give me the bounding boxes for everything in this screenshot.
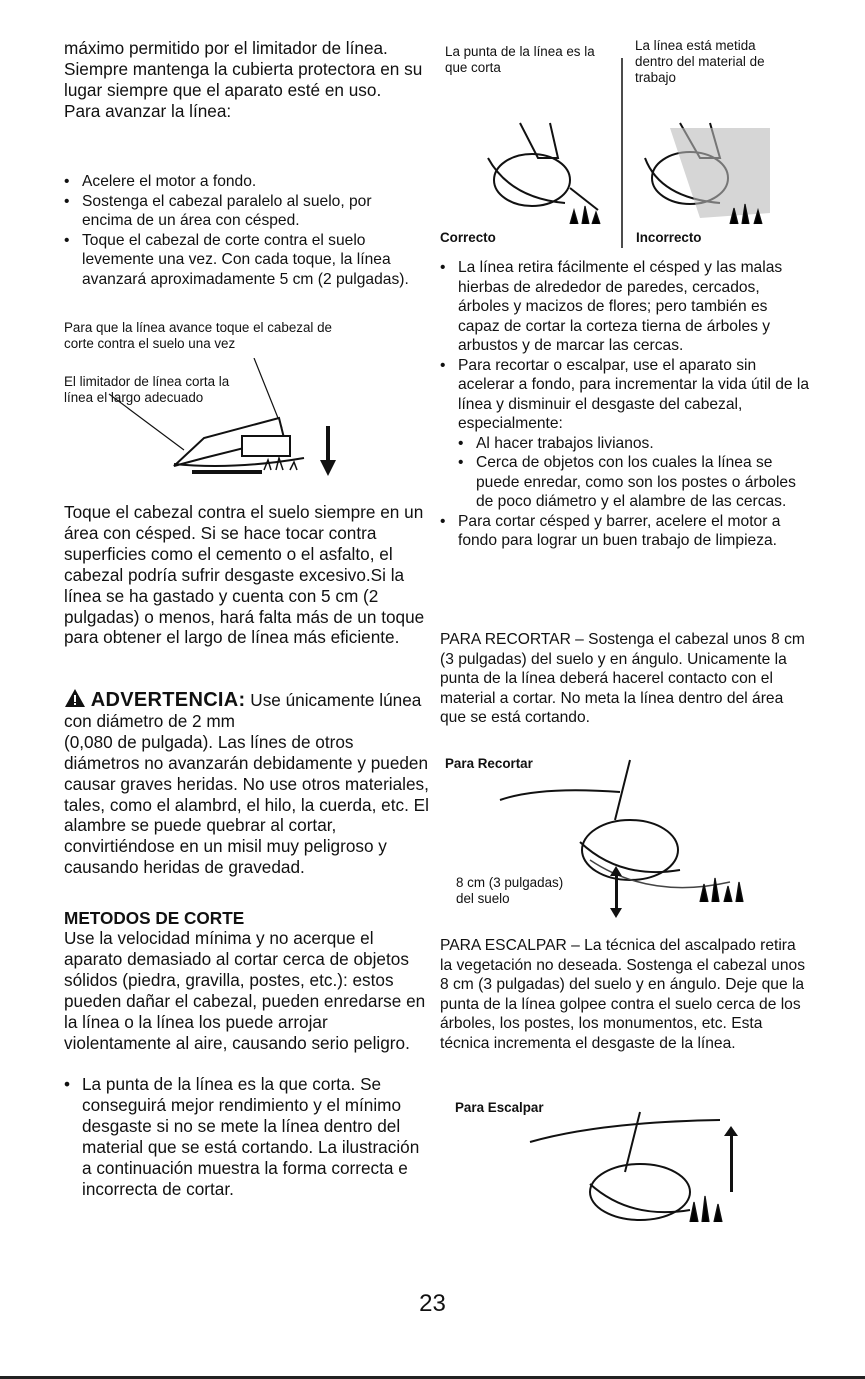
- list-item: • La punta de la línea es la que corta. Se conseguirá mejor rendimiento y el mínimo desgaste si no se mete la línea dentro del material que se está cortando. La ilustración a continuación muestra la forma correcta e incorrecta de cortar.: [64, 1074, 430, 1199]
- list-item: • La línea retira fácilmente el césped y las malas hierbas de alrededor de paredes, cercados, árboles y macizos de flores; pero también es capaz de cortar la corteza tierna de árboles y arbustos y de marcar las cercas.: [440, 258, 810, 356]
- scalp-illustration: [440, 1092, 800, 1242]
- methods-paragraph: Use la velocidad mínima y no acerque el aparato demasiado al cortar cerca de objetos sólidos (piedra, gravilla, postes, etc.): estos pueden dañar el cabezal, pueden enredarse en la línea o la línea los puede arrojar violentamente al aire, causando serio peligro.: [64, 928, 426, 1053]
- page-number: 23: [419, 1290, 446, 1317]
- line-limiter-label: El limitador de línea corta la línea el largo adecuado: [64, 374, 230, 405]
- trimmer-tap-illustration: [64, 358, 364, 478]
- warning-title: ADVERTENCIA:: [90, 689, 246, 711]
- list-item: • Acelere el motor a fondo.: [64, 172, 420, 192]
- methods-heading: METODOS DE CORTE: [64, 908, 245, 928]
- cutting-comparison-illustration: [440, 38, 800, 248]
- warning-block: [64, 688, 430, 878]
- trim-paragraph: PARA RECORTAR – Sostenga el cabezal unos 8 cm (3 pulgadas) del suelo y en ángulo. Unicamente la punta de la línea deberá hacerel contacto con el material a cortar. No meta la línea dentro del área que se está cortando.: [440, 631, 805, 726]
- tap-paragraph: Toque el cabezal contra el suelo siempre en un área con césped. Si se hace tocar contra superficies como el cemento o el asfalto, el cabezal podría sufrir desgaste excesivo.Si la línea se ha gastado y cuenta con 5 cm (2 pulgadas) o menos, hará falta más de un toque para obtener el largo de línea más eficiente.: [64, 502, 425, 648]
- correct-label: Correcto: [440, 230, 496, 245]
- list-item: • Toque el cabezal de corte contra el suelo levemente una vez. Con cada toque, la línea avanzará aproximadamente 5 cm (2 pulgadas).: [64, 231, 420, 290]
- trim-illustration: [440, 750, 800, 920]
- intro-line-2: Siempre mantenga la cubierta protectora en su lugar siempre que el aparato esté en uso.: [64, 58, 423, 100]
- list-item: • Para recortar o escalpar, use el aparato sin acelerar a fondo, para incrementar la vida útil de la línea y disminuir el desgaste del cabezal, especialmente:: [440, 356, 810, 434]
- advance-steps-list: [64, 172, 420, 289]
- methods-list: [64, 1074, 430, 1199]
- scalp-figure: [440, 1092, 800, 1242]
- trim-height-label: 8 cm (3 pulgadas) del suelo: [456, 875, 564, 906]
- scalp-paragraph: PARA ESCALPAR – La técnica del ascalpado retira la vegetación no deseada. Sostenga el cabezal unos 8 cm (3 pulgadas) del suelo y en ángulo. Deje que la punta de la línea golpee contra el suelo cerca de los árboles, los postes, los monumentos, etc. Esta técnica incrementa el desgaste de la línea.: [440, 937, 805, 1052]
- warning-heading-line: [64, 688, 430, 732]
- list-item: • Para cortar césped y barrer, acelere el motor a fondo para lograr un buen trabajo de limpieza.: [440, 512, 810, 551]
- warning-lead: Use únicamente lúnea con diámetro de 2 mm: [64, 690, 422, 731]
- right-bullets: [440, 258, 810, 551]
- trim-figure-title: Para Recortar: [445, 756, 533, 771]
- intro-line-3: Para avanzar la línea:: [64, 100, 232, 121]
- list-item: • Al hacer trabajos livianos.: [440, 434, 810, 454]
- incorrect-label: Incorrecto: [636, 230, 702, 245]
- incorrect-tip-label: La línea está metida dentro del material de trabajo: [635, 38, 765, 85]
- intro-line-1: máximo permitido por el limitador de línea.: [64, 38, 388, 58]
- list-item: • Cerca de objetos con los cuales la línea se puede enredar, como son los postes o árboles de poco diámetro y el alambre de las cercas.: [440, 453, 810, 512]
- tap-figure: [64, 358, 364, 478]
- warning-body: (0,080 de pulgada). Las línes de otros diámetros no avanzarán debidamente y pueden causar graves heridas. No use otros materiales, tales, como el alambrd, el hilo, la cuerda, etc. El alambre se puede quebrar al cortar, convirtiéndose en un misil muy peligroso y causando heridas de gravedad.: [64, 731, 429, 878]
- list-item: • Sostenga el cabezal paralelo al suelo, por encima de un área con césped.: [64, 192, 420, 231]
- correct-tip-label: La punta de la línea es la que corta: [445, 44, 595, 75]
- trim-figure: [440, 750, 800, 920]
- figure-caption-tap: Para que la línea avance toque el cabezal de corte contra el suelo una vez: [64, 320, 333, 351]
- scalp-figure-title: Para Escalpar: [455, 1100, 544, 1115]
- warning-triangle-icon: [64, 688, 86, 708]
- correct-incorrect-figure: [440, 38, 800, 248]
- intro-block: [64, 38, 430, 122]
